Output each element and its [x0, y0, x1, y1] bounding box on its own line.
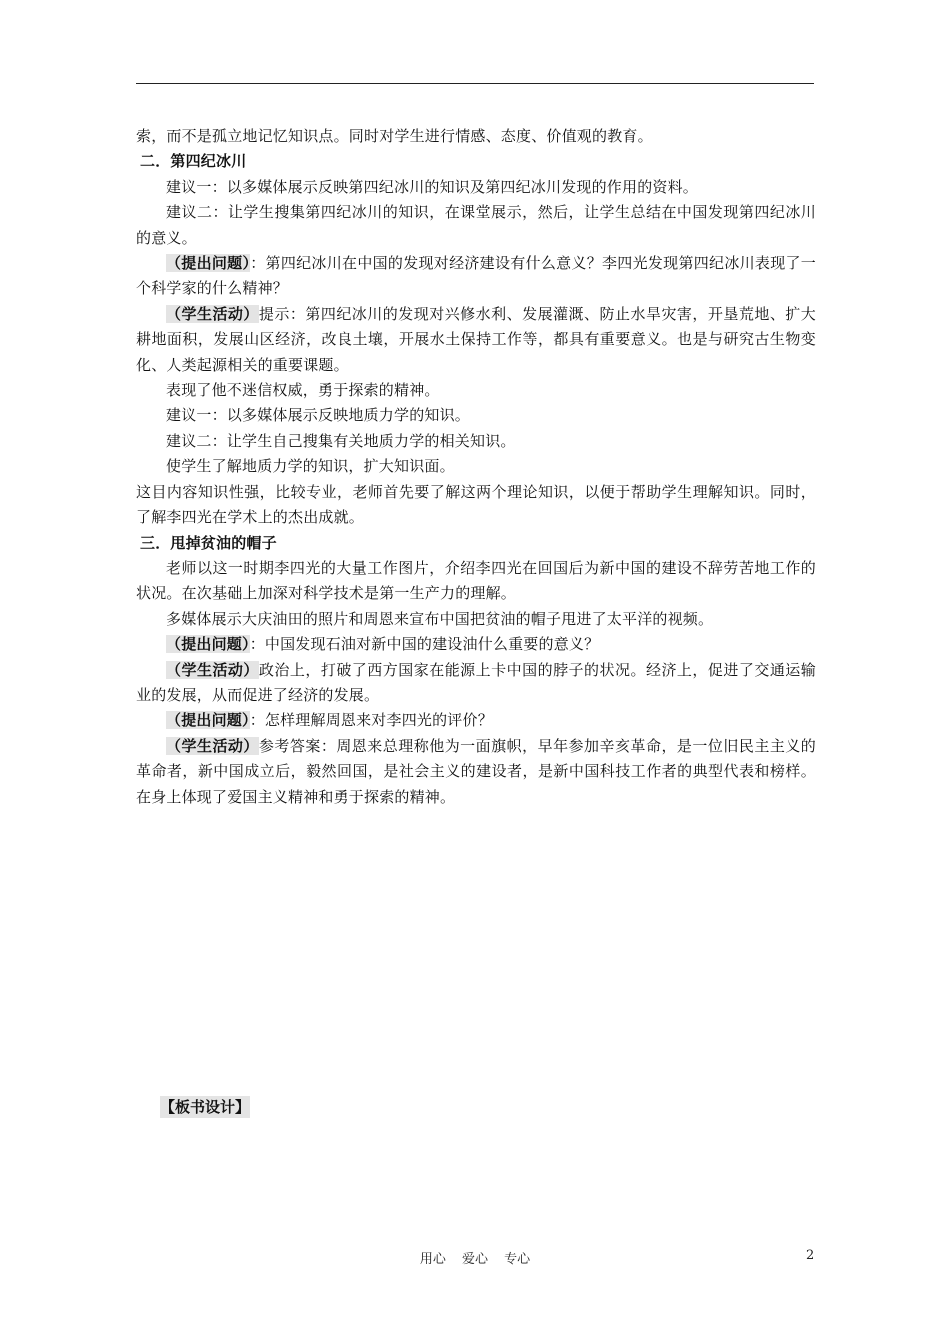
paragraph — [136, 251, 816, 302]
paragraph-text: 多媒体展示大庆油田的照片和周恩来宣布中国把贫油的帽子甩进了太平洋的视频。 — [166, 609, 714, 628]
paragraph — [136, 403, 816, 428]
paragraph-text: 老师以这一时期李四光的大量工作图片，介绍李四光在回国后为新中国的建设不辞劳苦地工作的状况。在次基础上加深对科学技术是第一生产力的理解。 — [136, 558, 816, 603]
paragraph-text: ：第四纪冰川在中国的发现对经济建设有什么意义？李四光发现第四纪冰川表现了一个科学家的什么精神？ — [136, 254, 817, 298]
paragraph-text: 建议一：以多媒体展示反映第四纪冰川的知识及第四纪冰川发现的作用的资料。 — [166, 177, 699, 196]
page-footer: 用心 爱心 专心 — [419, 1252, 531, 1267]
paragraph — [136, 302, 816, 378]
paragraph — [136, 378, 816, 403]
paragraph — [136, 607, 816, 632]
paragraph — [136, 124, 816, 149]
paragraph-text: 索，而不是孤立地记忆知识点。同时对学生进行情感、态度、价值观的教育。 — [136, 127, 653, 145]
activity-tag: （学生活动） — [166, 736, 259, 755]
header-rule — [136, 83, 814, 84]
paragraph-text: 政治上，打破了西方国家在能源上卡中国的脖子的状况。经济上，促进了交通运输业的发展，从而促进了经济的发展。 — [136, 660, 816, 704]
paragraph — [136, 632, 816, 657]
paragraph — [136, 454, 816, 479]
paragraph-text: ：怎样理解周恩来对李四光的评价？ — [249, 711, 493, 730]
board-design-heading: 【板书设计】 — [160, 1098, 251, 1116]
activity-tag: （提出问题） — [166, 635, 250, 654]
paragraph — [136, 429, 816, 454]
paragraph — [136, 658, 816, 709]
paragraph — [136, 734, 816, 810]
activity-tag: （提出问题） — [166, 254, 251, 273]
paragraph — [136, 480, 816, 531]
paragraph-text: 提示：第四纪冰川的发现对兴修水利、发展灌溉、防止水旱灾害，开垦荒地、扩大耕地面积，发展山区经济，改良土壤，开展水土保持工作等，都具有重要意义。也是与研究古生物变化、人类起源相关的重要课题。 — [136, 304, 816, 374]
paragraph-text: 建议二：让学生自己搜集有关地质力学的相关知识。 — [166, 431, 516, 450]
paragraph-text: 使学生了解地质力学的知识，扩大知识面。 — [166, 457, 455, 476]
paragraph — [136, 556, 816, 607]
paragraph-text: 这目内容知识性强，比较专业，老师首先要了解这两个理论知识，以便于帮助学生理解知识。同时，了解李四光在学术上的杰出成就。 — [136, 482, 816, 527]
paragraph — [136, 175, 816, 200]
section-heading: 二．第四纪冰川 — [140, 152, 247, 171]
paragraph-text: 建议一：以多媒体展示反映地质力学的知识。 — [166, 406, 471, 425]
activity-tag: （学生活动） — [166, 660, 259, 679]
document-body — [136, 124, 816, 810]
paragraph — [136, 708, 816, 733]
page-number: 2 — [806, 1248, 815, 1263]
paragraph-text: ：中国发现石油对新中国的建设油什么重要的意义？ — [249, 635, 600, 654]
paragraph-text: 建议二：让学生搜集第四纪冰川的知识，在课堂展示，然后，让学生总结在中国发现第四纪冰川的意义。 — [136, 203, 816, 247]
activity-tag: （学生活动） — [166, 304, 259, 323]
activity-tag: （提出问题） — [166, 711, 250, 730]
paragraph-text: 表现了他不迷信权威，勇于探索的精神。 — [166, 381, 440, 400]
section-heading: 三．甩掉贫油的帽子 — [140, 533, 277, 552]
paragraph-text: 参考答案：周恩来总理称他为一面旗帜，早年参加辛亥革命，是一位旧民主主义的革命者，新中国成立后，毅然回国，是社会主义的建设者，是新中国科技工作者的典型代表和榜样。在身上体现了爱国主义精神和勇于探索的精神。 — [136, 736, 816, 806]
paragraph — [136, 200, 816, 251]
